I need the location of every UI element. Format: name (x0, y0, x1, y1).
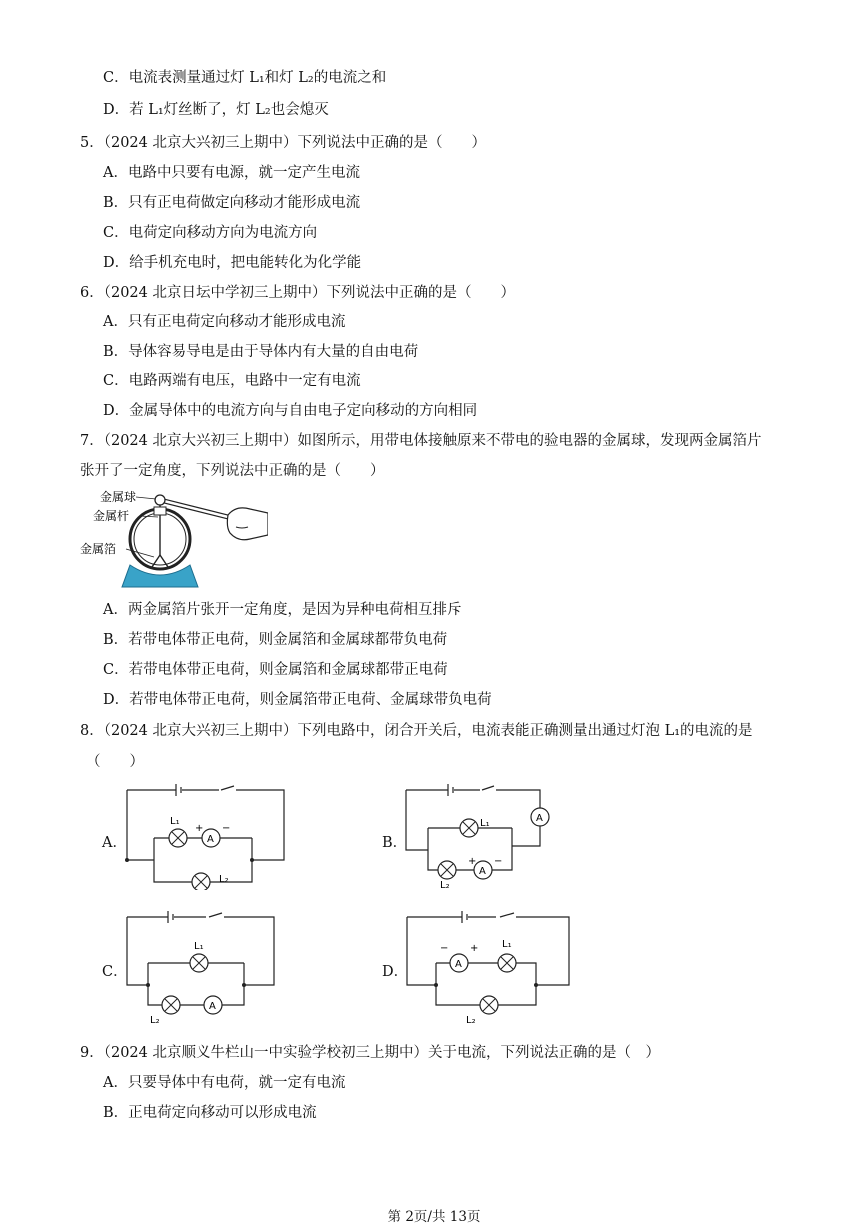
circuit-c (124, 905, 279, 1027)
q5-stem: 5．（2024 北京大兴初三上期中）下列说法中正确的是（ ） (80, 135, 486, 151)
plus-sign: + (468, 856, 477, 867)
lamp-l1-label: L₁ (480, 818, 490, 829)
ammeter-icon: A (479, 866, 486, 877)
lamp-l2-label: L₂ (150, 1015, 160, 1026)
lamp-l2-label: L₂ (440, 880, 450, 890)
label-metal-rod: 金属杆 (93, 509, 130, 523)
ammeter-icon: A (209, 1001, 216, 1012)
ammeter-icon: A (207, 834, 214, 845)
q4-option-c: C．电流表测量通过灯 L₁和灯 L₂的电流之和 (103, 70, 387, 86)
electroscope-figure (78, 487, 268, 592)
q7-option-c: C．若带电体带正电荷，则金属箔和金属球都带正电荷 (103, 662, 448, 678)
page-footer: 第 2页/共 13页 (387, 1209, 481, 1225)
q8-stem-line1: 8．（2024 北京大兴初三上期中）下列电路中，闭合开关后，电流表能正确测量出通过灯泡 L₁的电流的是 (80, 723, 753, 739)
label-metal-foil: 金属箔 (80, 542, 117, 556)
lamp-l2-label: L₂ (466, 1015, 476, 1026)
hand-icon (227, 508, 268, 540)
q7-option-a: A．两金属箔片张开一定角度，是因为异种电荷相互排斥 (103, 602, 462, 618)
q8-stem-line2: （ ） (86, 754, 144, 770)
plus-sign: + (195, 823, 204, 834)
q5-option-a: A．电路中只要有电源，就一定产生电流 (103, 165, 360, 181)
q9-option-a: A．只要导体中有电荷，就一定有电流 (103, 1075, 346, 1091)
q5-option-d: D．给手机充电时，把电能转化为化学能 (103, 255, 362, 271)
circuit-a (124, 778, 289, 890)
plus-sign: + (470, 943, 479, 954)
q6-option-b: B．导体容易导电是由于导体内有大量的自由电荷 (103, 344, 419, 360)
minus-sign: − (494, 856, 503, 867)
minus-sign: − (440, 943, 449, 954)
circuit-b (404, 780, 559, 890)
q7-option-d: D．若带电体带正电荷，则金属箔带正电荷、金属球带负电荷 (103, 692, 492, 708)
label-metal-ball: 金属球 (100, 490, 137, 504)
ammeter-icon: A (536, 813, 543, 824)
circuit-b-label: B． (382, 835, 408, 851)
lamp-l2-label: L₂ (219, 874, 229, 885)
lamp-l1-label: L₁ (502, 939, 512, 950)
q4-option-d: D．若 L₁灯丝断了，灯 L₂也会熄灭 (103, 102, 329, 118)
ammeter-icon: A (455, 959, 462, 970)
q6-option-c: C．电路两端有电压，电路中一定有电流 (103, 373, 361, 389)
q7-stem-line1: 7．（2024 北京大兴初三上期中）如图所示，用带电体接触原来不带电的验电器的金属球，发现两金属箔片 (80, 433, 762, 449)
circuit-d-label: D． (382, 964, 409, 980)
q9-option-b: B．正电荷定向移动可以形成电流 (103, 1105, 317, 1121)
q6-option-a: A．只有正电荷定向移动才能形成电流 (103, 314, 346, 330)
circuit-d (404, 905, 574, 1027)
circuit-a-label: A． (102, 835, 127, 851)
q7-stem-line2: 张开了一定角度，下列说法中正确的是（ ） (80, 463, 385, 479)
q7-option-b: B．若带电体带正电荷，则金属箔和金属球都带负电荷 (103, 632, 448, 648)
metal-ball-icon (155, 495, 165, 505)
q5-option-b: B．只有正电荷做定向移动才能形成电流 (103, 195, 361, 211)
minus-sign: − (222, 823, 231, 834)
q6-option-d: D．金属导体中的电流方向与自由电子定向移动的方向相同 (103, 403, 478, 419)
q9-stem: 9．（2024 北京顺义牛栏山一中实验学校初三上期中）关于电流，下列说法正确的是（ ） (80, 1045, 660, 1061)
lamp-l1-label: L₁ (194, 941, 204, 952)
q5-option-c: C．电荷定向移动方向为电流方向 (103, 225, 318, 241)
circuit-c-label: C． (102, 964, 128, 980)
q6-stem: 6．（2024 北京日坛中学初三上期中）下列说法中正确的是（ ） (80, 285, 515, 301)
lamp-l1-label: L₁ (170, 816, 180, 827)
